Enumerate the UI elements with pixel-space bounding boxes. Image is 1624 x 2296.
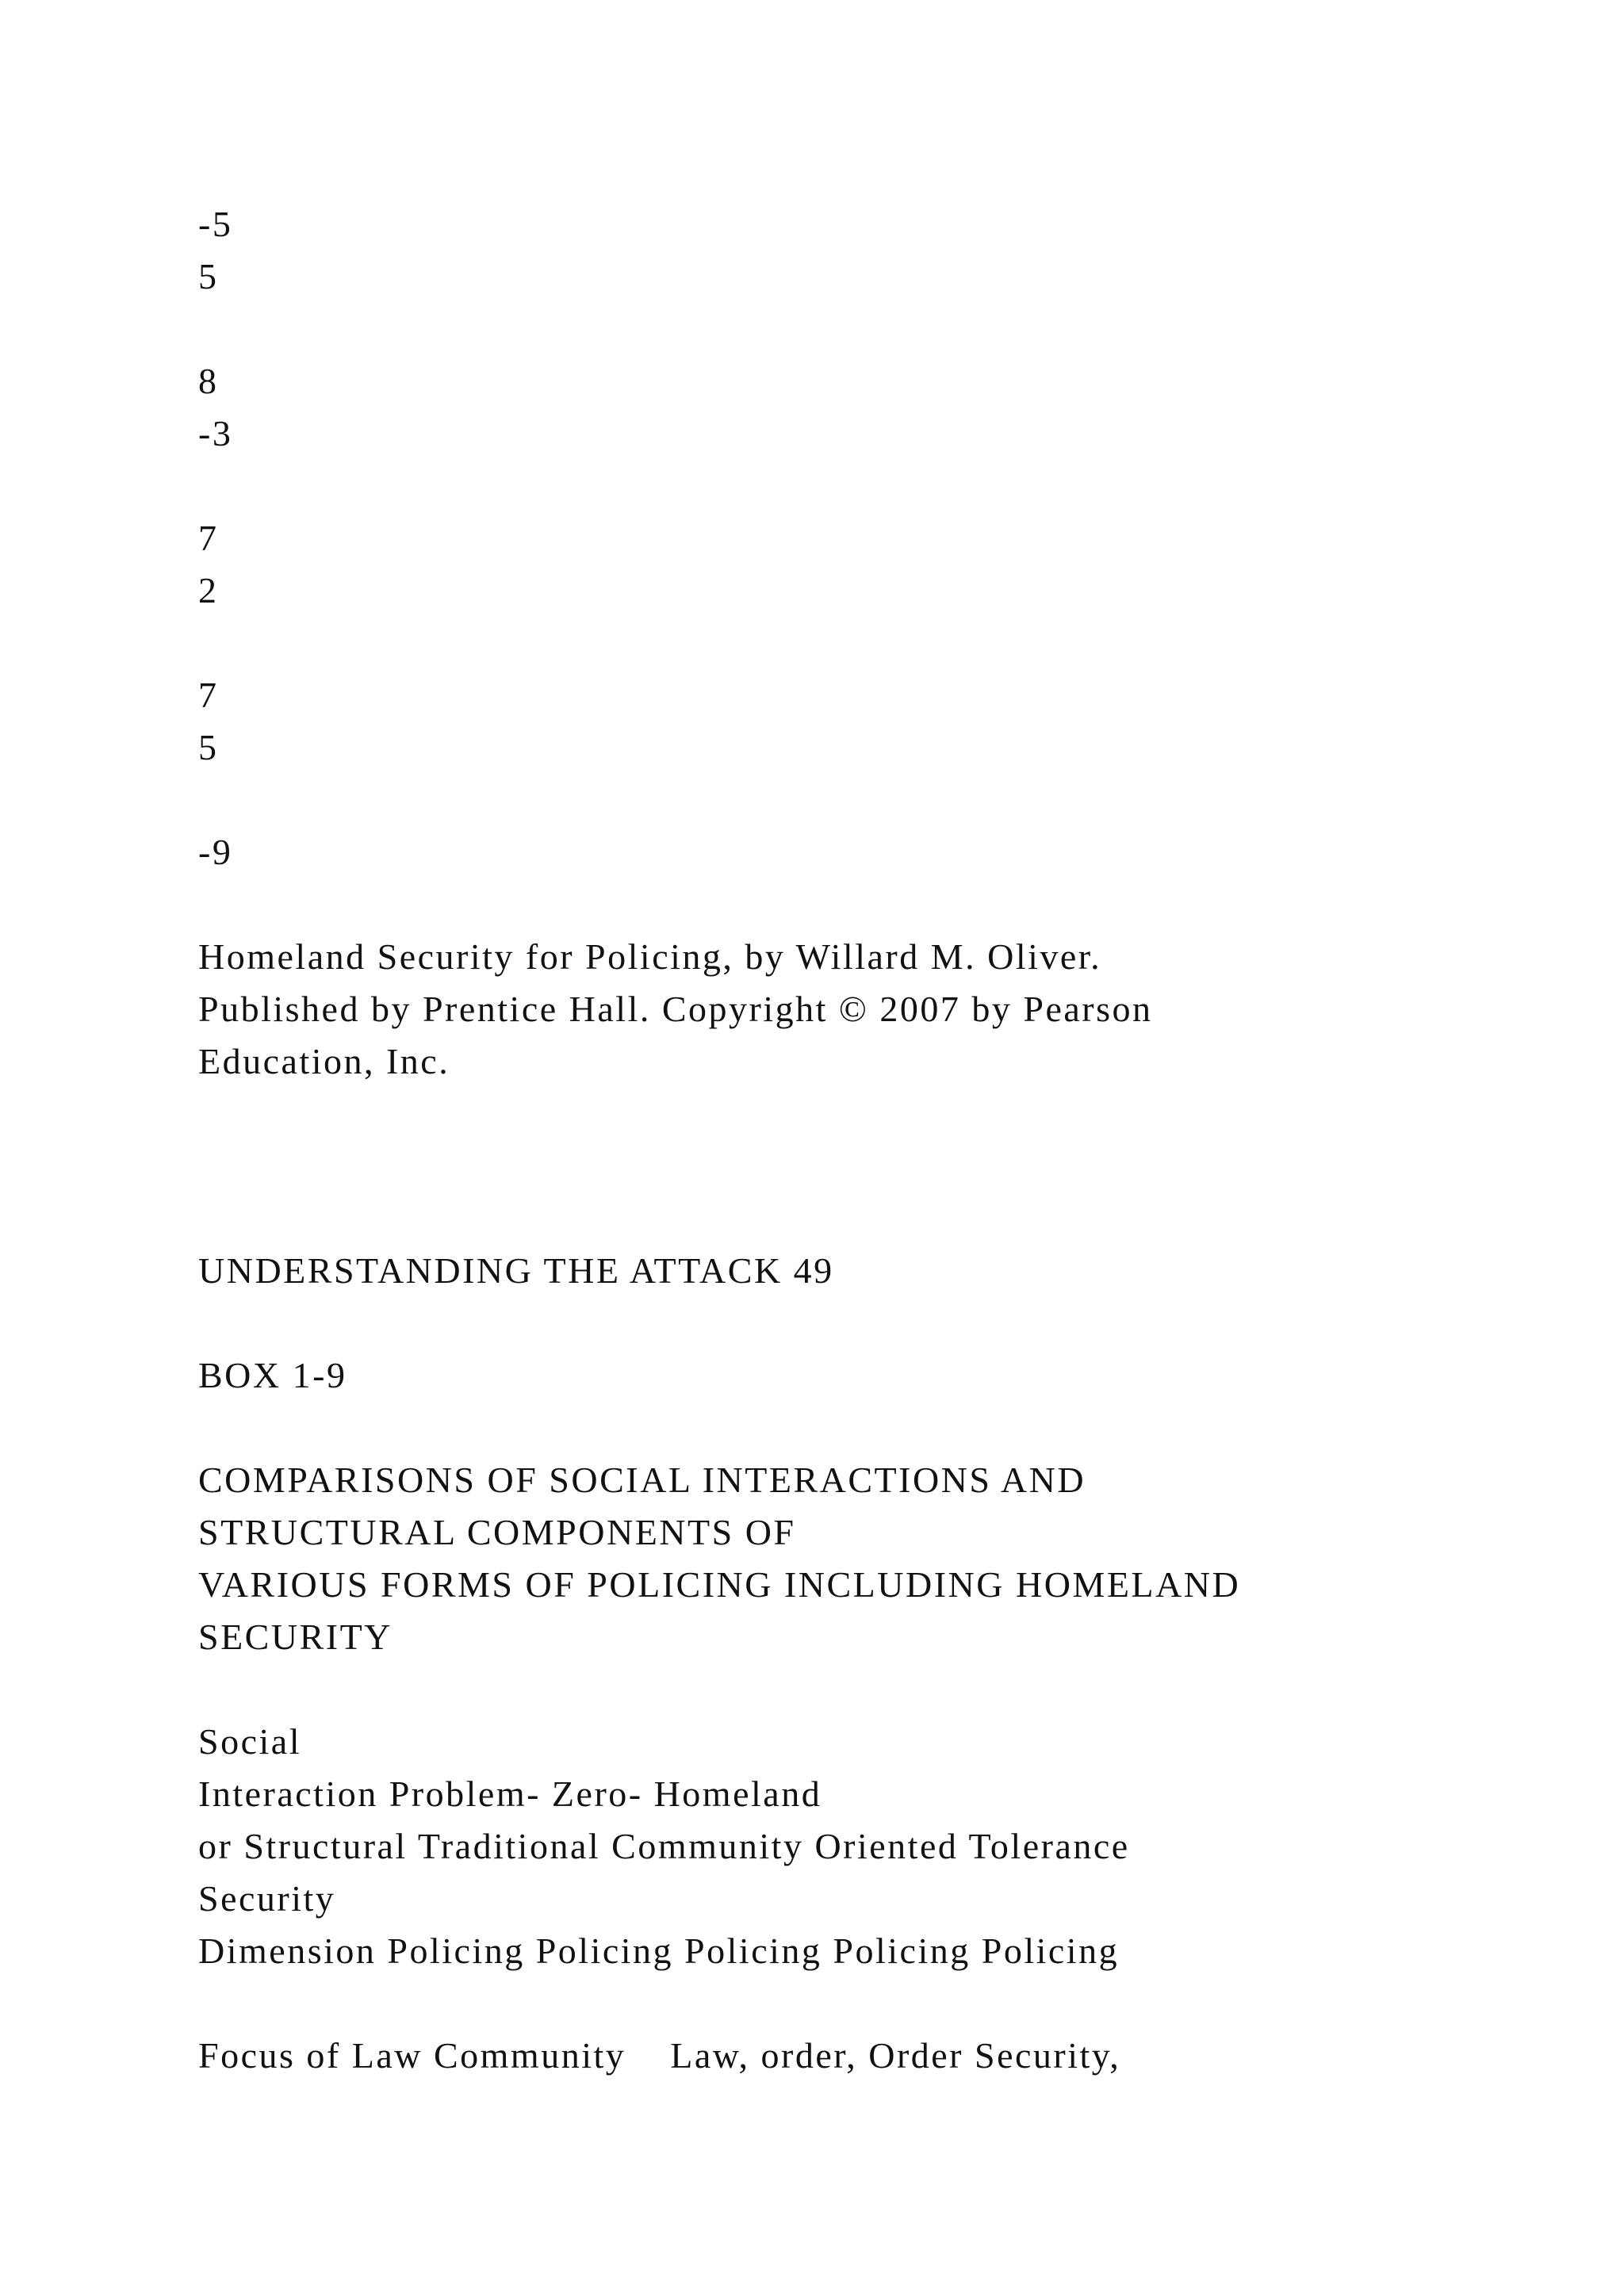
- box-title-line: STRUCTURAL COMPONENTS OF: [198, 1512, 796, 1552]
- table-header-line: Social: [198, 1721, 301, 1762]
- table-header-line: or Structural Traditional Community Oriented Tolerance: [198, 1826, 1130, 1866]
- table-header-line: Dimension Policing Policing Policing Policing Policing: [198, 1931, 1120, 1971]
- number-value: 5: [198, 256, 219, 297]
- number-value: 7: [198, 675, 219, 715]
- number-value: 5: [198, 727, 219, 767]
- table-header-line: Interaction Problem- Zero- Homeland: [198, 1774, 822, 1814]
- number-value: 7: [198, 518, 219, 558]
- box-title-line: SECURITY: [198, 1617, 393, 1657]
- citation-block: [198, 931, 1483, 1088]
- number-value: 8: [198, 361, 219, 401]
- table-row: Focus of Law Community Law, order, Order Security,: [198, 2035, 1121, 2076]
- box-label: BOX 1-9: [198, 1355, 347, 1395]
- citation-line: Homeland Security for Policing, by Willard M. Oliver.: [198, 936, 1102, 977]
- box-title: [198, 1454, 1483, 1663]
- running-head: UNDERSTANDING THE ATTACK 49: [198, 1250, 834, 1291]
- box-title-line: COMPARISONS OF SOCIAL INTERACTIONS AND: [198, 1460, 1086, 1500]
- number-value: -5: [198, 204, 233, 244]
- box-title-line: VARIOUS FORMS OF POLICING INCLUDING HOMELAND: [198, 1564, 1241, 1605]
- citation-line: Education, Inc.: [198, 1041, 450, 1081]
- citation-line: Published by Prentice Hall. Copyright © 2007 by Pearson: [198, 989, 1153, 1029]
- table-header: [198, 1716, 1483, 1977]
- page-content: [198, 198, 1483, 2082]
- number-value: -9: [198, 832, 233, 872]
- number-value: 2: [198, 570, 219, 610]
- table-header-line: Security: [198, 1878, 336, 1919]
- number-value: -3: [198, 413, 233, 453]
